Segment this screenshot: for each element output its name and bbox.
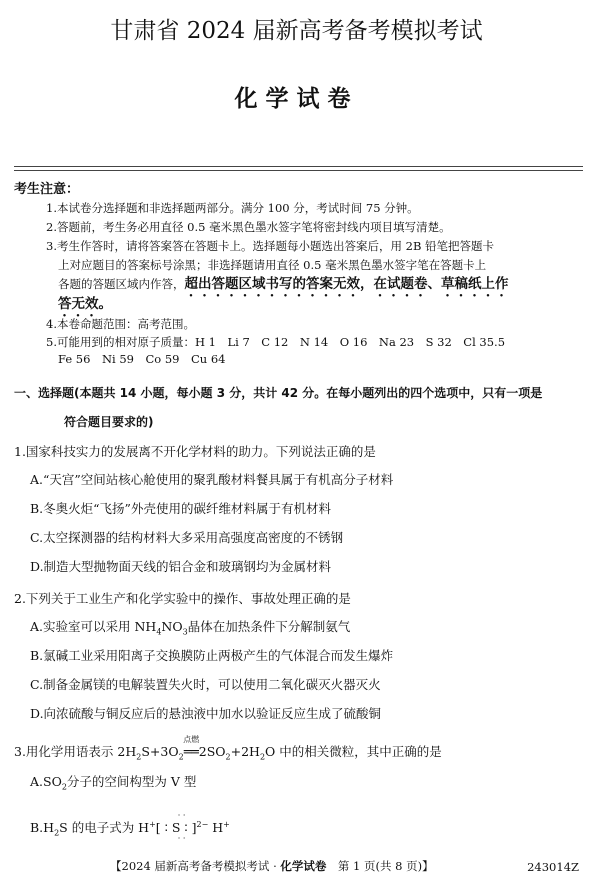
question-1-option-c: C.太空探测器的结构材料大多采用高强度高密度的不锈钢: [30, 530, 344, 545]
q2a-sub-1: 4: [156, 627, 162, 637]
notice-line-3a: 3.考生作答时，请将答案答在答题卡上。选择题每小题选出答案后，用 2B 铅笔把答题卡: [46, 239, 495, 253]
q3-sub-1: 2: [136, 752, 142, 762]
notice-emphasis: 超出答题区域书写的答案无效，在试题卷、草稿纸上作: [184, 276, 509, 292]
question-2-stem: 2.下列关于工业生产和化学实验中的操作、事故处理正确的是: [14, 591, 351, 606]
question-2-option-d: D.向浓硫酸与铜反应后的悬浊液中加水以验证反应生成了硫酸铜: [30, 706, 382, 721]
question-3-stem: [14, 735, 442, 762]
question-1-option-a: A.“天宫”空间站核心舱使用的聚乳酸材料餐具属于有机高分子材料: [30, 472, 394, 487]
page-title: 甘肃省 2024 届新高考备考模拟考试: [110, 18, 483, 44]
notice-emphasis-end: 答无效。: [58, 296, 112, 312]
question-1-option-d: D.制造大型抛物面天线的铝合金和玻璃钢均为金属材料: [30, 559, 332, 574]
q3a-text-1: A.SO: [30, 774, 62, 789]
equals-sign: ══: [183, 744, 199, 759]
notice-line-5a: 5.可能用到的相对原子质量：H 1 Li 7 C 12 N 14 O 16 Na 23 S 32 Cl 35.5: [46, 335, 506, 349]
q3a-sub: 2: [61, 782, 67, 792]
subject-title: 化学试卷: [234, 85, 359, 112]
question-3-option-b: [30, 811, 230, 843]
notice-line-2: 2.答题前，考生务必用直径 0.5 毫米黑色墨水签字笔将密封线内项目填写清楚。: [46, 220, 451, 234]
footer-subject: 化学试卷: [280, 859, 327, 873]
lewis-bracket: [ ∶ S ∶ ]: [155, 820, 197, 835]
q2a-sub-2: 3: [182, 627, 188, 637]
q3b-text-1: B.H: [30, 820, 55, 835]
question-1-option-b: B.冬奥火炬“飞扬”外壳使用的碳纤维材料属于有机材料: [30, 501, 331, 516]
question-2-option-c: C.制备金属镁的电解装置失火时，可以使用二氧化碳灭火器灭火: [30, 677, 381, 692]
notice-line-3c: [58, 272, 509, 300]
q2a-text-1: A.实验室可以采用 NH: [30, 619, 157, 634]
page-footer: [110, 858, 434, 874]
footer-text-2: 第 1 页(共 8 页)】: [326, 859, 434, 873]
q3-text-1: 3.用化学用语表示 2H: [14, 744, 137, 759]
q3b-charge-3: +: [223, 819, 230, 829]
question-2-option-a: [30, 617, 350, 637]
condition-label: 点燃: [183, 735, 200, 744]
q3b-text-3: H: [208, 820, 224, 835]
q3a-text-2: 分子的空间构型为 V 型: [66, 774, 197, 789]
q3b-charge-2: 2−: [196, 819, 209, 829]
footer-text-1: 【2024 届新高考备考模拟考试 ·: [110, 859, 281, 873]
notice-line-5b: Fe 56 Ni 59 Co 59 Cu 64: [58, 352, 226, 366]
reaction-condition: [183, 735, 200, 759]
section-heading-cont: 符合题目要求的): [64, 415, 154, 429]
q3-text-3: 2SO: [198, 744, 226, 759]
q3b-charge-1: +: [149, 819, 156, 829]
notice-line-1: 1.本试卷分选择题和非选择题两部分。满分 100 分，考试时间 75 分钟。: [46, 201, 419, 215]
q3-text-2: S+3O: [141, 744, 179, 759]
q3b-sub: 2: [54, 828, 60, 838]
section-heading: 一、选择题(本题共 14 小题，每小题 3 分，共计 42 分。在每小题列出的四个选项中，只有一项是: [14, 386, 543, 400]
lone-pair-dots-bottom: · ·: [177, 834, 186, 843]
q3-sub-3: 2: [225, 752, 231, 762]
question-1-stem: 1.国家科技实力的发展离不开化学材料的助力。下列说法正确的是: [14, 444, 376, 459]
q3-sub-4: 2: [259, 752, 266, 762]
q2a-text-2: NO: [161, 619, 183, 634]
divider-bottom: [14, 170, 583, 171]
lewis-structure: [155, 811, 197, 843]
lone-pair-dots-top: · ·: [177, 811, 186, 820]
notice-line-3b: 上对应题目的答案标号涂黑；非选择题请用直径 0.5 毫米黑色墨水签字笔在答题卡上: [58, 258, 487, 272]
q2a-text-3: 晶体在加热条件下分解制氨气: [187, 619, 351, 634]
divider-top: [14, 166, 583, 167]
paper-code: 243014Z: [527, 860, 579, 874]
notice-heading: 考生注意：: [14, 182, 80, 197]
question-3-option-a: [30, 772, 196, 792]
question-2-option-b: B.氯碱工业采用阳离子交换膜防止两极产生的气体混合而发生爆炸: [30, 648, 394, 663]
notice-line-4: 4.本卷命题范围：高考范围。: [46, 317, 195, 331]
notice-line-3c-text: 各题的答题区域内作答，: [58, 277, 185, 291]
q3-text-4: +2H: [230, 744, 260, 759]
q3-text-5: O 中的相关微粒，其中正确的是: [265, 744, 442, 759]
q3-sub-2: 2: [178, 752, 184, 762]
q3b-text-2: S 的电子式为 H: [59, 820, 150, 835]
